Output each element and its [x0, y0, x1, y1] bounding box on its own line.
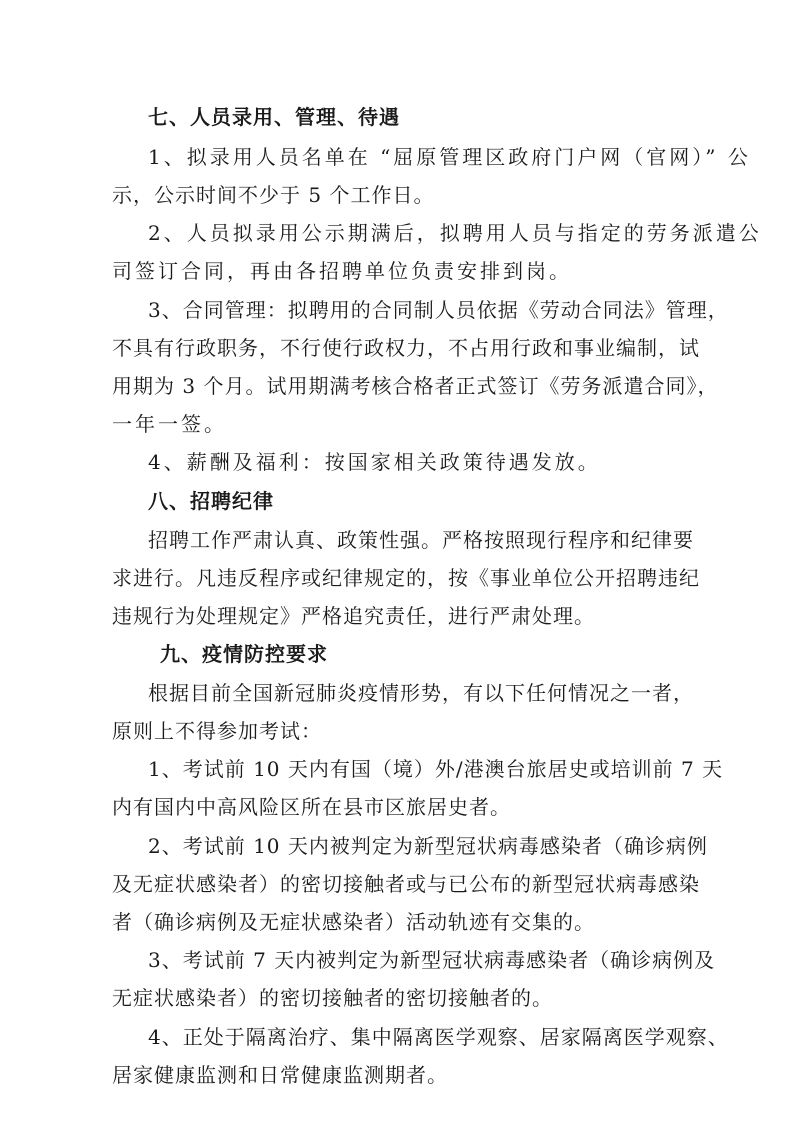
section-8-p1-line2: 求进行。凡违反程序或纪律规定的，按《事业单位公开招聘违纪 — [112, 566, 700, 590]
section-7-p2-line2: 司签订合同，再由各招聘单位负责安排到岗。 — [112, 259, 572, 283]
section-7-p3-line3: 用期为 3 个月。试用期满考核合格者正式签订《劳务派遣合同》， — [112, 374, 719, 398]
section-7-p3-line2: 不具有行政职务，不行使行政权力，不占用行政和事业编制，试 — [112, 336, 700, 360]
section-7-p3-line4: 一年一签。 — [112, 412, 227, 436]
section-9-p4-line1: 4、正处于隔离治疗、集中隔离医学观察、居家隔离医学观察、 — [148, 1025, 729, 1049]
section-9-p4-line2: 居家健康监测和日常健康监测期者。 — [112, 1063, 448, 1087]
section-7-p3-line1: 3、合同管理：拟聘用的合同制人员依据《劳动合同法》管理， — [148, 298, 729, 322]
section-9-p2-line3: 者（确诊病例及无症状感染者）活动轨迹有交集的。 — [112, 910, 595, 934]
section-9-p2-line2: 及无症状感染者）的密切接触者或与已公布的新型冠状病毒感染 — [112, 872, 700, 896]
section-7-p1-line1: 1、拟录用人员名单在 “屈原管理区政府门户网（官网）” 公 — [148, 145, 751, 169]
section-9-p3-line2: 无症状感染者）的密切接触者的密切接触者的。 — [112, 986, 553, 1010]
section-9-p1-line2: 内有国内中高风险区所在县市区旅居史者。 — [112, 795, 511, 819]
section-9-heading: 九、疫情防控要求 — [160, 642, 328, 666]
section-8-p1-line1: 招聘工作严肃认真、政策性强。严格按照现行程序和纪律要 — [148, 528, 694, 552]
section-7-heading: 七、人员录用、管理、待遇 — [148, 105, 400, 129]
section-9-p3-line1: 3、考试前 7 天内被判定为新型冠状病毒感染者（确诊病例及 — [148, 948, 716, 972]
section-8-p1-line3: 违规行为处理规定》严格追究责任，进行严肃处理。 — [112, 604, 595, 628]
section-9-intro-line2: 原则上不得参加考试： — [112, 719, 322, 743]
section-9-p2-line1: 2、考试前 10 天内被判定为新型冠状病毒感染者（确诊病例 — [148, 834, 708, 858]
section-7-p4-line1: 4、薪酬及福利：按国家相关政策待遇发放。 — [148, 450, 601, 474]
section-9-intro-line1: 根据目前全国新冠肺炎疫情形势，有以下任何情况之一者， — [148, 681, 694, 705]
section-8-heading: 八、招聘纪律 — [148, 489, 274, 513]
section-7-p2-line1: 2、人员拟录用公示期满后，拟聘用人员与指定的劳务派遣公 — [148, 221, 762, 245]
section-9-p1-line1: 1、考试前 10 天内有国（境）外/港澳台旅居史或培训前 7 天 — [148, 757, 724, 781]
section-7-p1-line2: 示，公示时间不少于 5 个工作日。 — [112, 183, 435, 207]
